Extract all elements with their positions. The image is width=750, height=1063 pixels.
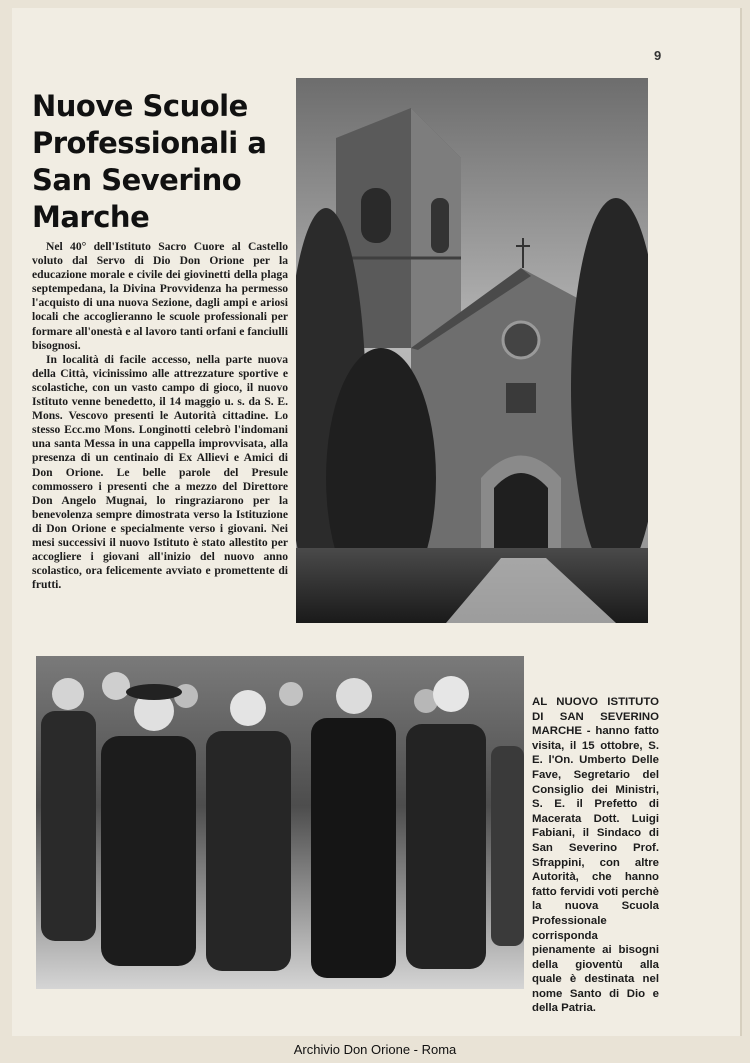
page-number: 9 bbox=[654, 48, 662, 63]
article-body bbox=[32, 240, 288, 592]
article-paragraph: Nel 40° dell'Istituto Sacro Cuore al Castello voluto dal Servo di Dio Don Orione per la educazione morale e civile dei giovinetti della plaga septempedana, la Divina Provvidenza ha permesso l'acquisto di una nuova Sezione, dagli ampi e ariosi locali che accoglieranno le scuole professionali per formare all'onestà e al lavoro tanti orfani e fanciulli bisognosi. bbox=[32, 240, 288, 352]
article-title: Nuove Scuole Professionali a San Severino Marche bbox=[32, 89, 267, 234]
caption-lead: AL NUOVO ISTITUTO DI SAN SEVERINO MARCHE bbox=[532, 696, 659, 738]
visit-group-photo bbox=[36, 656, 524, 989]
caption-text: - hanno fatto visita, il 15 ottobre, S. E. l'On. Umberto Delle Fave, Segretario del Consiglio dei Ministri, S. E. il Prefetto di Macerata Dott. Luigi Fabiani, il Sindaco di San Severino Prof. Sfrappini, con altre Autorità, che hanno fatto fervidi voti perchè la nuova Scuola Professionale corrisponda pienamente ai bisogni della gioventù alla quale è destinata nel nome Santo di Dio e della Patria. bbox=[532, 725, 659, 1015]
church-photo bbox=[296, 78, 648, 623]
article-paragraph: In località di facile accesso, nella parte nuova della Città, vicinissimo alle attrezzature sportive e scolastiche, con un vasto campo di gioco, il nuovo Istituto venne benedetto, il 14 maggio u. s. da S. E. Mons. Vescovo presenti le Autorità cittadine. Lo stesso Ecc.mo Mons. Longinotti celebrò l'indomani una santa Messa in una cappella improvvisata, alla presenza di un centinaio di Ex Allievi e Amici di Don Orione. Le belle parole del Presule commossero i presenti che a mezzo del Direttore Don Angelo Mugnai, lo ringraziarono per la benevolenza sempre dimostrata verso la Istituzione di Don Orione e specialmente verso i giovani. Nei mesi successivi il nuovo Istituto è stato allestito per accogliere i giovani all'inizio del nuovo anno scolastico, ora felicemente avviato e promettente di frutti. bbox=[32, 352, 288, 592]
photo-caption bbox=[532, 695, 659, 1016]
archive-footer: Archivio Don Orione - Roma bbox=[293, 1042, 457, 1057]
